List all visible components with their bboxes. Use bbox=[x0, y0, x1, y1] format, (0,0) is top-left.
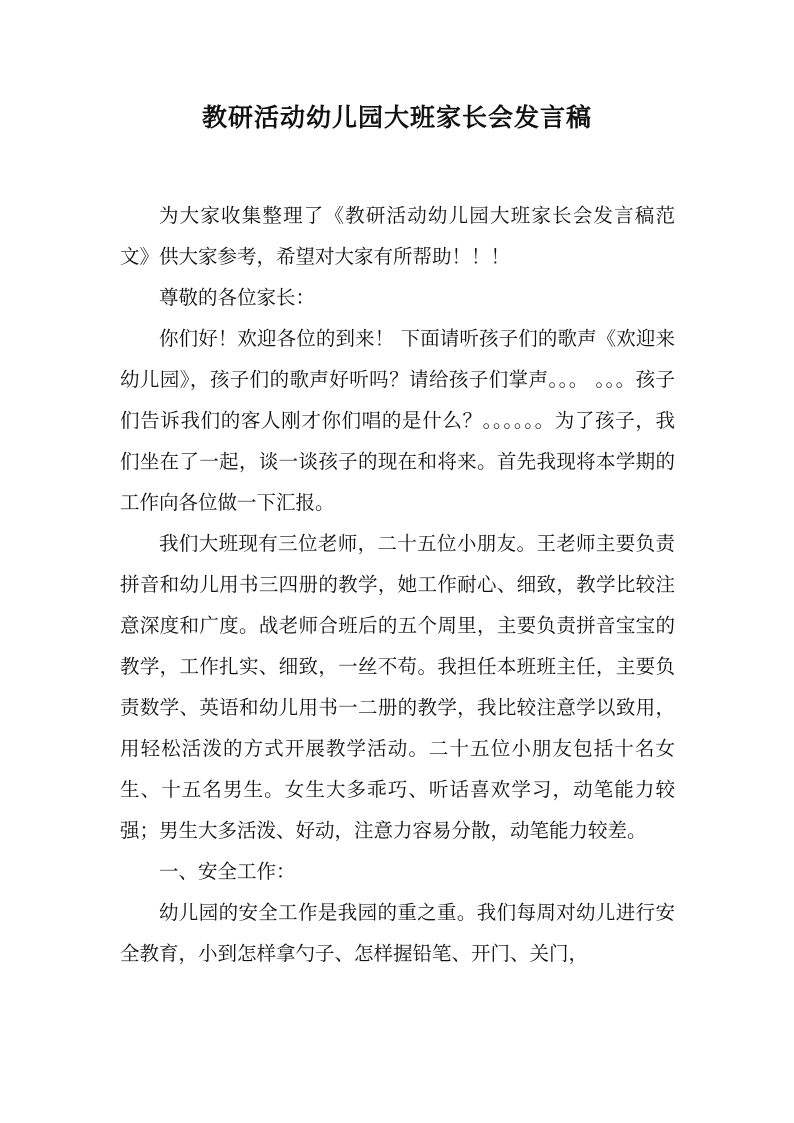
document-body bbox=[120, 195, 675, 974]
safety-paragraph: 幼儿园的安全工作是我园的重之重。我们每周对幼儿进行安全教育，小到怎样拿勺子、怎样握铅笔、开门、关门， bbox=[120, 901, 675, 965]
greeting-paragraph: 你们好！欢迎各位的到来！ 下面请听孩子们的歌声《欢迎来幼儿园》，孩子们的歌声好听吗？请给孩子们掌声。。。 。。。孩子们告诉我们的客人刚才你们唱的是什么？。。。。。。为了孩子，我们坐在了一起，谈一谈孩子的现在和将来。首先我现将本学期的工作向各位做一下汇报。 bbox=[120, 327, 675, 514]
class-overview-paragraph: 我们大班现有三位老师，二十五位小朋友。王老师主要负责拼音和幼儿用书三四册的教学，她工作耐心、细致，教学比较注意深度和广度。战老师合班后的五个周里，主要负责拼音宝宝的教学，工作扎实、细致，一丝不苟。我担任本班班主任，主要负责数学、英语和幼儿用书一二册的教学，我比较注意学以致用，用轻松活泼的方式开展教学活动。二十五位小朋友包括十名女生、十五名男生。女生大多乖巧、听话喜欢学习，动笔能力较强；男生大多活泼、好动，注意力容易分散，动笔能力较差。 bbox=[120, 532, 675, 842]
document-title: 教研活动幼儿园大班家长会发言稿 bbox=[201, 103, 592, 132]
salutation-paragraph: 尊敬的各位家长： bbox=[159, 286, 316, 309]
section-heading-safety: 一、安全工作： bbox=[159, 860, 296, 883]
intro-paragraph: 为大家收集整理了《教研活动幼儿园大班家长会发言稿范文》供大家参考，希望对大家有所帮助！！！ bbox=[120, 204, 675, 268]
